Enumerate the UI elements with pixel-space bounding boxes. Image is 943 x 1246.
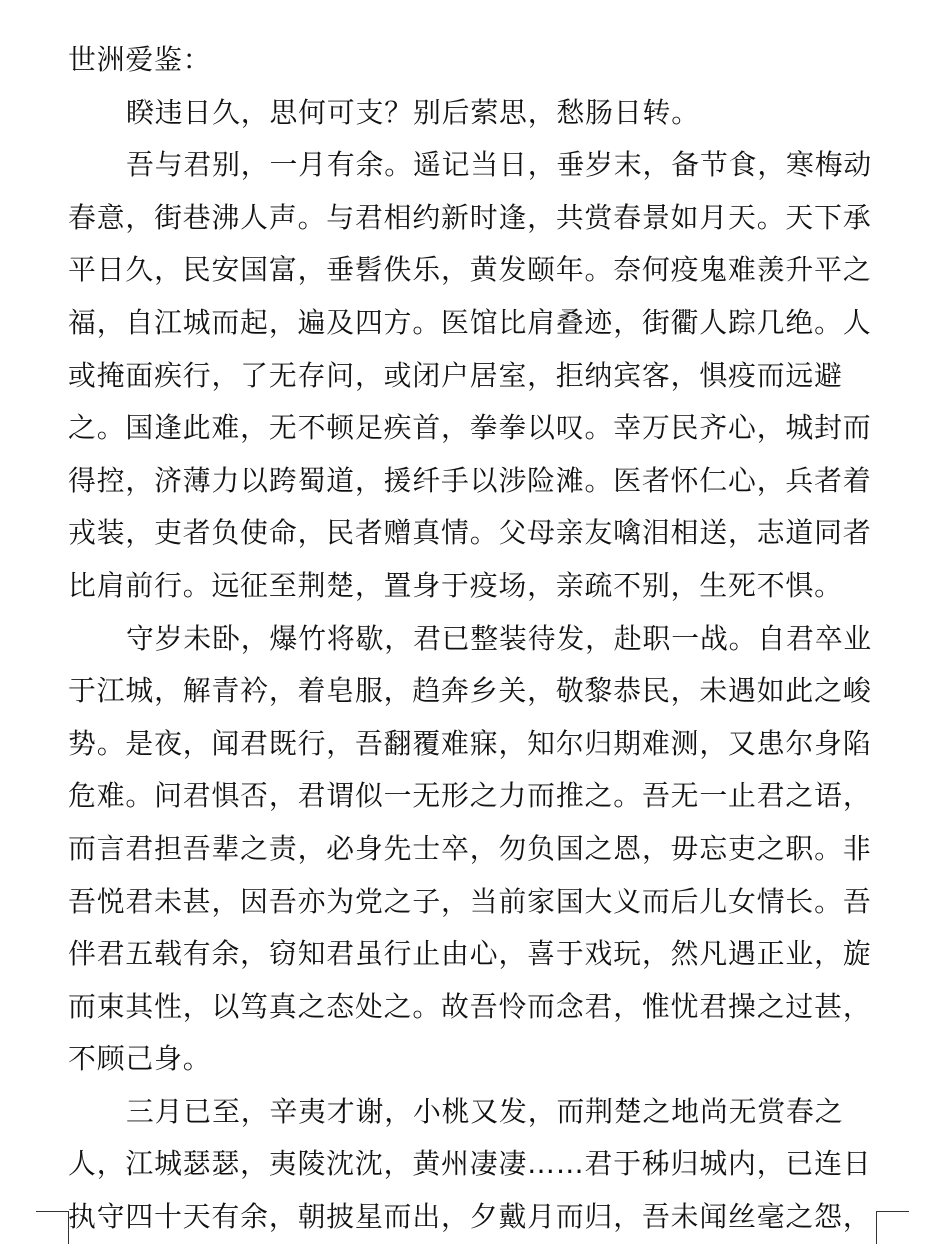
paragraph-2-line-5: 或掩面疾行，了无存问，或闭户居室，拒纳宾客，惧疫而远避 <box>68 358 843 392</box>
paragraph-2-line-9: 比肩前行。远征至荆楚，置身于疫场，亲疏不别，生死不惧。 <box>68 568 843 602</box>
paragraph-2-line-2: 春意，街巷沸人声。与君相约新时逢，共赏春景如月天。天下承 <box>68 200 872 234</box>
paragraph-3-line-7: 伴君五载有余，窃知君虽行止由心，喜于戏玩，然凡遇正业，旋 <box>68 937 872 971</box>
paragraph-2-line-7: 得控，济薄力以跨蜀道，援纤手以涉险滩。医者怀仁心，兵者着 <box>68 463 872 497</box>
paragraph-2-line-1: 吾与君别，一月有余。遥记当日，垂岁末，备节食，寒梅动 <box>126 148 873 182</box>
paragraph-3-line-8: 而束其性，以笃真之态处之。故吾怜而念君，惟忧君操之过甚， <box>68 989 872 1023</box>
paragraph-3-line-2: 于江城，解青衿，着皂服，趋奔乡关，敬黎恭民，未遇如此之峻 <box>68 674 872 708</box>
paragraph-1-line-1: 睽违日久，思何可支？别后萦思，愁肠日转。 <box>126 95 700 129</box>
paragraph-2-line-6: 之。国逢此难，无不顿足疾首，拳拳以叹。幸万民齐心，城封而 <box>68 411 872 445</box>
paragraph-3-line-4: 危难。问君惧否，君谓似一无形之力而推之。吾无一止君之语， <box>68 779 872 813</box>
paragraph-4-line-2: 人，江城瑟瑟，夷陵沈沈，黄州凄凄……君于秭归城内，已连日 <box>68 1147 872 1181</box>
paragraph-2-line-4: 福，自江城而起，遍及四方。医馆比肩叠迹，街衢人踪几绝。人 <box>68 305 872 339</box>
paragraph-3-line-9: 不顾己身。 <box>68 1042 212 1076</box>
crop-mark-bottom-right <box>876 1211 909 1244</box>
paragraph-4-line-1: 三月已至，辛夷才谢，小桃又发，而荆楚之地尚无赏春之 <box>126 1094 844 1128</box>
paragraph-2-line-3: 平日久，民安国富，垂髫佚乐，黄发颐年。奈何疫鬼难羡升平之 <box>68 253 872 287</box>
paragraph-3-line-6: 吾悦君未甚，因吾亦为党之子，当前家国大义而后儿女情长。吾 <box>68 884 872 918</box>
salutation: 世洲爱鉴： <box>68 43 212 76</box>
paragraph-4-line-3: 执守四十天有余，朝披星而出，夕戴月而归，吾未闻丝毫之怨， <box>68 1200 872 1234</box>
paragraph-3-line-5: 而言君担吾辈之责，必身先士卒，勿负国之恩，毋忘吏之职。非 <box>68 831 872 865</box>
paragraph-3-line-1: 守岁未卧，爆竹将歇，君已整装待发，赴职一战。自君卒业 <box>126 621 873 655</box>
letter-body <box>68 36 880 1246</box>
crop-mark-bottom-left <box>36 1211 69 1244</box>
paragraph-2-line-8: 戎装，吏者负使命，民者赠真情。父母亲友噙泪相送，志道同者 <box>68 516 872 550</box>
paragraph-3-line-3: 势。是夜，闻君既行，吾翻覆难寐，知尔归期难测，又患尔身陷 <box>68 726 872 760</box>
